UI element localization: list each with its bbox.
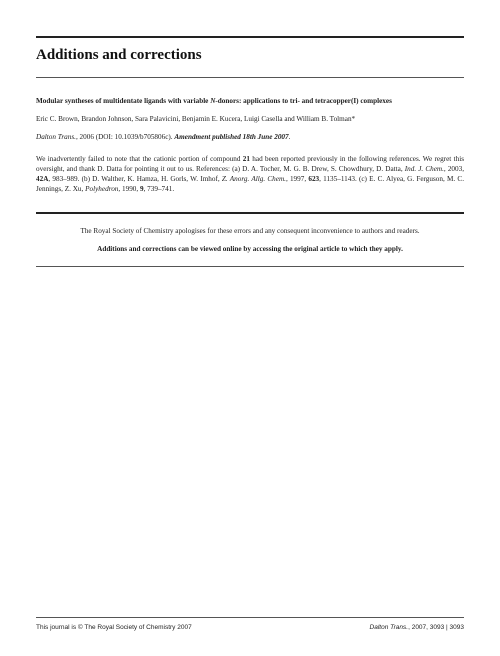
title-rule: [36, 77, 464, 78]
article-title: Modular syntheses of multidentate ligands with variable N-donors: applications to tri- and tetracopper(I) complexes: [36, 97, 392, 105]
apology-note: The Royal Society of Chemistry apologises for these errors and any consequent inconvenience to authors and readers.: [80, 227, 420, 235]
top-rule: [36, 36, 464, 38]
section-rule: [36, 212, 464, 214]
correction-text: We inadvertently failed to note that the cationic portion of compound 21 had been reported previously in the following references. We regret this oversight, and thank D. Datta for pointing it out to us. References: (a) D. A. Tocher, M. G. B. Drew, S. Chowdhury, D. Datta, Ind. J. Chem., 2003, 42A, 983–989. (b) D. Walther, K. Hamza, H. Gorls, W. Imhof, Z. Anorg. Allg. Chem., 1997, 623, 1135–1143. (c) E. C. Alyea, G. Ferguson, M. C. Jennings, Z. Xu, Polyhedron, 1990, 9, 739–741.: [36, 155, 465, 193]
footer-rule: [36, 617, 464, 618]
citation: Dalton Trans., 2006 (DOI: 10.1039/b705806c). Amendment published 18th June 2007.: [36, 133, 291, 141]
author-list: Eric C. Brown, Brandon Johnson, Sara Palavicini, Benjamin E. Kucera, Luigi Casella and William B. Tolman*: [36, 115, 356, 123]
online-note: Additions and corrections can be viewed online by accessing the original article to which they apply.: [97, 245, 403, 253]
copyright-text: This journal is © The Royal Society of Chemistry 2007: [36, 624, 192, 631]
bottom-rule: [36, 266, 464, 267]
page-title: Additions and corrections: [36, 47, 202, 63]
page-reference: Dalton Trans., 2007, 3093 | 3093: [369, 624, 464, 631]
